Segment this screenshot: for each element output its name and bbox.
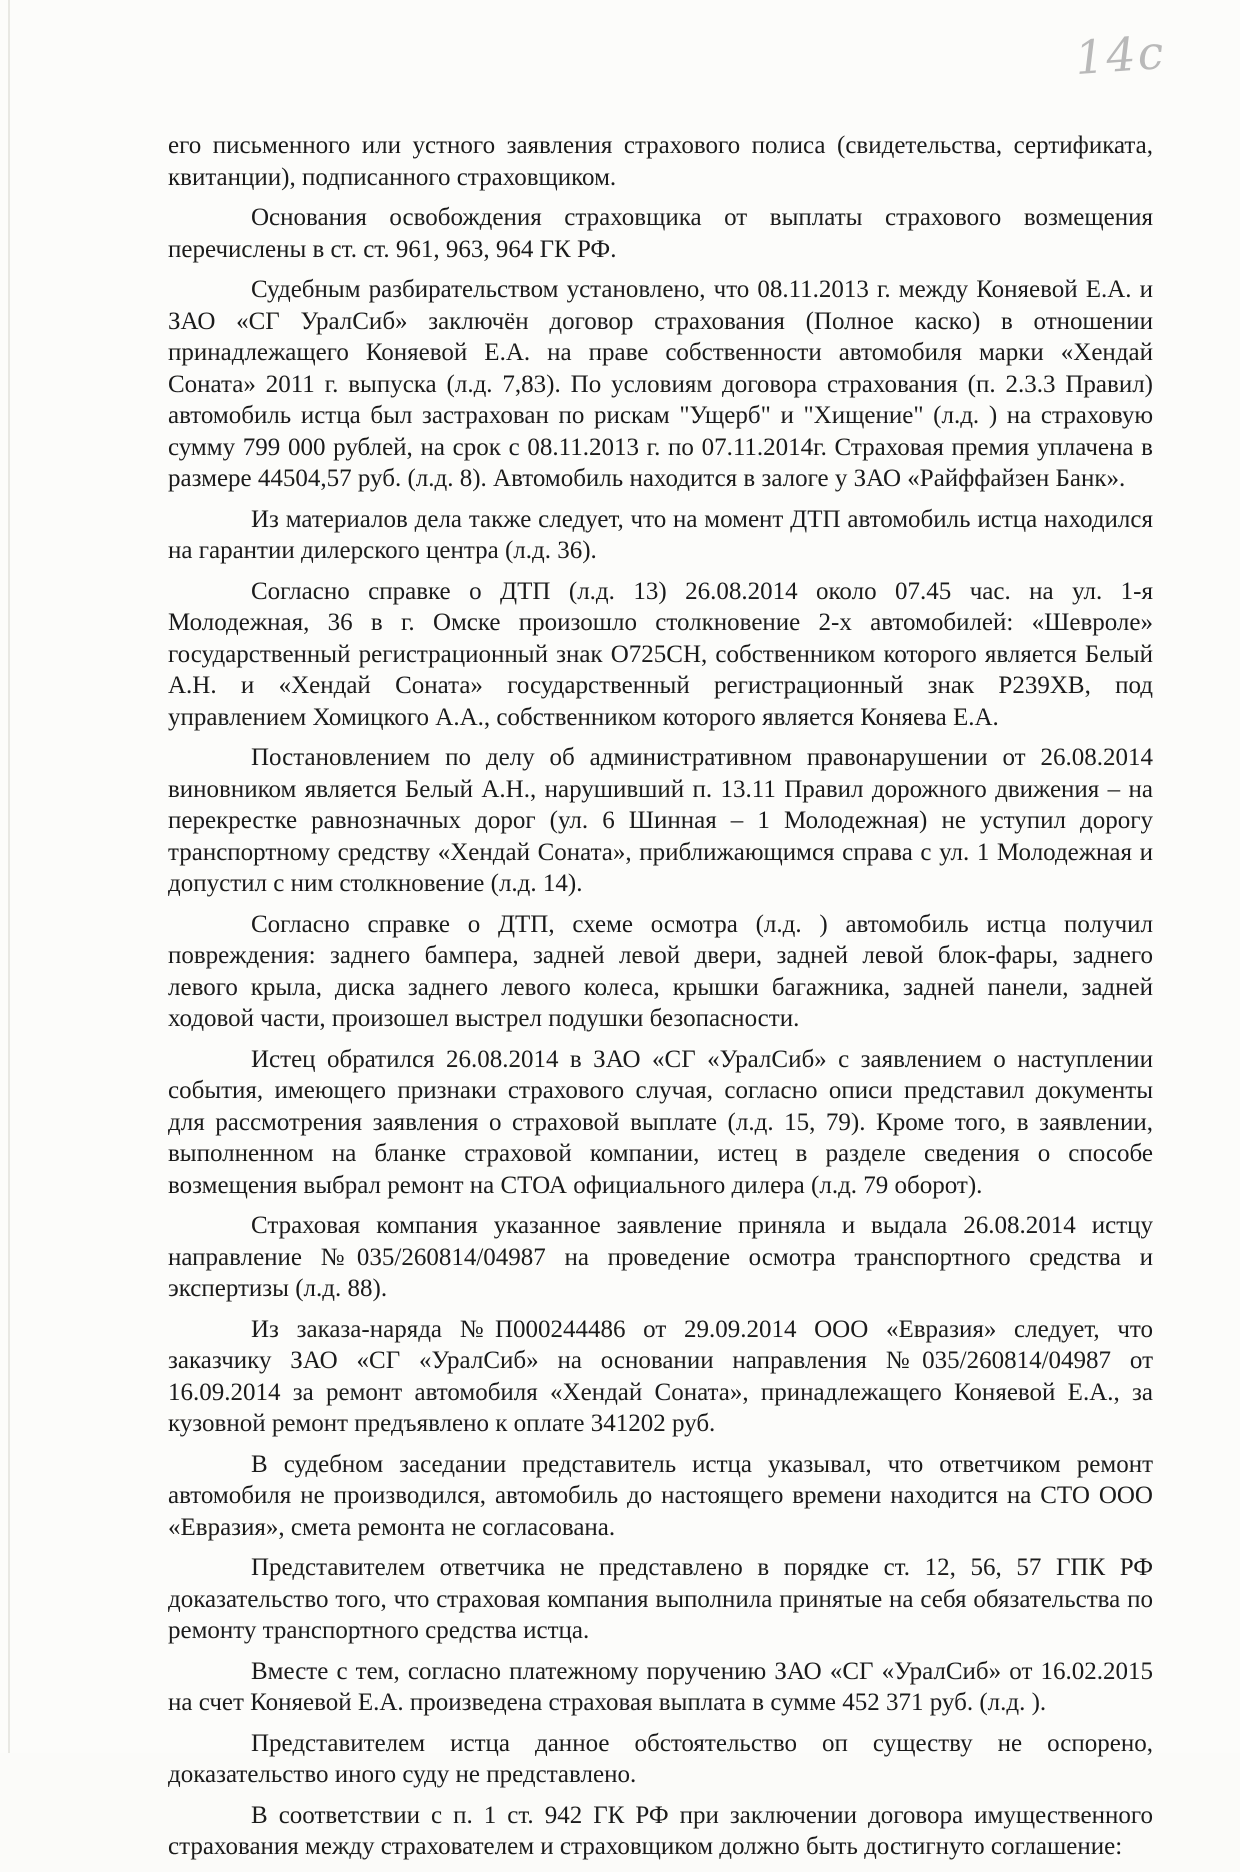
paragraph-damage-list: Согласно справке о ДТП, схеме осмотра (л.д. ) автомобиль истца получил повреждения: заднего бампера, задней левой двери, задней левой блок-фары, заднего левого крыла, диска заднего левого колеса, крышки багажника, задней панели, задней ходовой части, произошел выстрел подушки безопасности. xyxy=(168,910,1153,1032)
paragraph-claim-filed: Истец обратился 26.08.2014 в ЗАО «СГ «УралСиб» с заявлением о наступлении события, имеющего признаки страхового случая, согласно описи представил документы для рассмотрения заявления о страховой выплате (л.д. 15, 79). Кроме того, в заявлении, выполненном на бланке страховой компании, истец в разделе сведения о способе возмещения выбрал ремонт на СТОА официального дилера (л.д. 79 оборот). xyxy=(168,1045,1153,1199)
paragraph-court-hearing: В судебном заседании представитель истца указывал, что ответчиком ремонт автомобиля не производился, автомобиль до настоящего времени находится на СТО ООО «Евразия», смета ремонта не согласована. xyxy=(168,1450,1153,1541)
handwritten-page-number: 14с xyxy=(1072,24,1167,86)
paragraph-civil-code-942: В соответствии с п. 1 ст. 942 ГК РФ при заключении договора имущественного страхования между страхователем и страховщиком должно быть достигнуто соглашение: xyxy=(168,1801,1153,1860)
paragraph-continuation: его письменного или устного заявления страхового полиса (свидетельства, сертификата, квитанции), подписанного страховщиком. xyxy=(168,132,1153,191)
paragraph-administrative-ruling: Постановлением по делу об административном правонарушении от 26.08.2014 виновником является Белый А.Н., нарушивший п. 13.11 Правил дорожного движения – на перекрестке равнозначных дорог (ул. 6 Шинная – 1 Молодежная) не уступил дорогу транспортному средству «Хендай Соната», приближающимся справа с ул. 1 Молодежная и допустил с ним столкновение (л.д. 14). xyxy=(168,744,1153,897)
paragraph-accident-report: Согласно справке о ДТП (л.д. 13) 26.08.2014 около 07.45 час. на ул. 1-я Молодежная, 36 в г. Омске произошло столкновение 2-х автомобилей: «Шевроле» государственный регистрационный знак О725СН, собственником которого является Белый А.Н. и «Хендай Соната» государственный регистрационный знак Р239ХВ, под управлением Хомицкого А.А., собственником которого является Коняева Е.А. xyxy=(168,577,1153,731)
scan-edge-line xyxy=(8,0,10,1753)
paragraph-insurance-contract: Судебным разбирательством установлено, что 08.11.2013 г. между Коняевой Е.А. и ЗАО «СГ УралСиб» заключён договор страхования (Полное каско) в отношении принадлежащего Коняевой Е.А. на праве собственности автомобиля марки «Хендай Соната» 2011 г. выпуска (л.д. 7,83). По условиям договора страхования (п. 2.3.3 Правил) автомобиль истца был застрахован по рискам "Ущерб" и "Хищение" (л.д. ) на страховую сумму 799 000 рублей, на срок с 08.11.2013 г. по 07.11.2014г. Страховая премия уплачена в размере 44504,57 руб. (л.д. 8). Автомобиль находится в залоге у ЗАО «Райффайзен Банк». xyxy=(168,276,1153,492)
paragraph-defendant-evidence: Представителем ответчика не представлено в порядке ст. 12, 56, 57 ГПК РФ доказательство того, что страховая компания выполнила принятые на себя обязательства по ремонту транспортного средства истца. xyxy=(168,1554,1153,1644)
document-body xyxy=(168,130,1153,1872)
paragraph-not-disputed: Представителем истца данное обстоятельство оп существу не оспорено, доказательство иного суду не представлено. xyxy=(168,1729,1153,1788)
paragraph-repair-order: Из заказа-наряда №П000244486 от 29.09.2014 ООО «Евразия» следует, что заказчику ЗАО «СГ «УралСиб» на основании направления №035/260814/04987 от 16.09.2014 за ремонт автомобиля «Хендай Соната», принадлежащего Коняевой Е.А., за кузовной ремонт предъявлено к оплате 341202 руб. xyxy=(168,1315,1153,1437)
paragraph-warranty: Из материалов дела также следует, что на момент ДТП автомобиль истца находился на гарантии дилерского центра (л.д. 36). xyxy=(168,505,1153,564)
paragraph-payment-order: Вместе с тем, согласно платежному поручению ЗАО «СГ «УралСиб» от 16.02.2015 на счет Коняевой Е.А. произведена страховая выплата в сумме 452 371 руб. (л.д. ). xyxy=(168,1657,1153,1716)
paragraph-inspection-referral: Страховая компания указанное заявление приняла и выдала 26.08.2014 истцу направление №035/260814/04987 на проведение осмотра транспортного средства и экспертизы (л.д. 88). xyxy=(168,1212,1153,1302)
paragraph-exemption-grounds: Основания освобождения страховщика от выплаты страхового возмещения перечислены в ст. ст. 961, 963, 964 ГК РФ. xyxy=(168,204,1153,263)
